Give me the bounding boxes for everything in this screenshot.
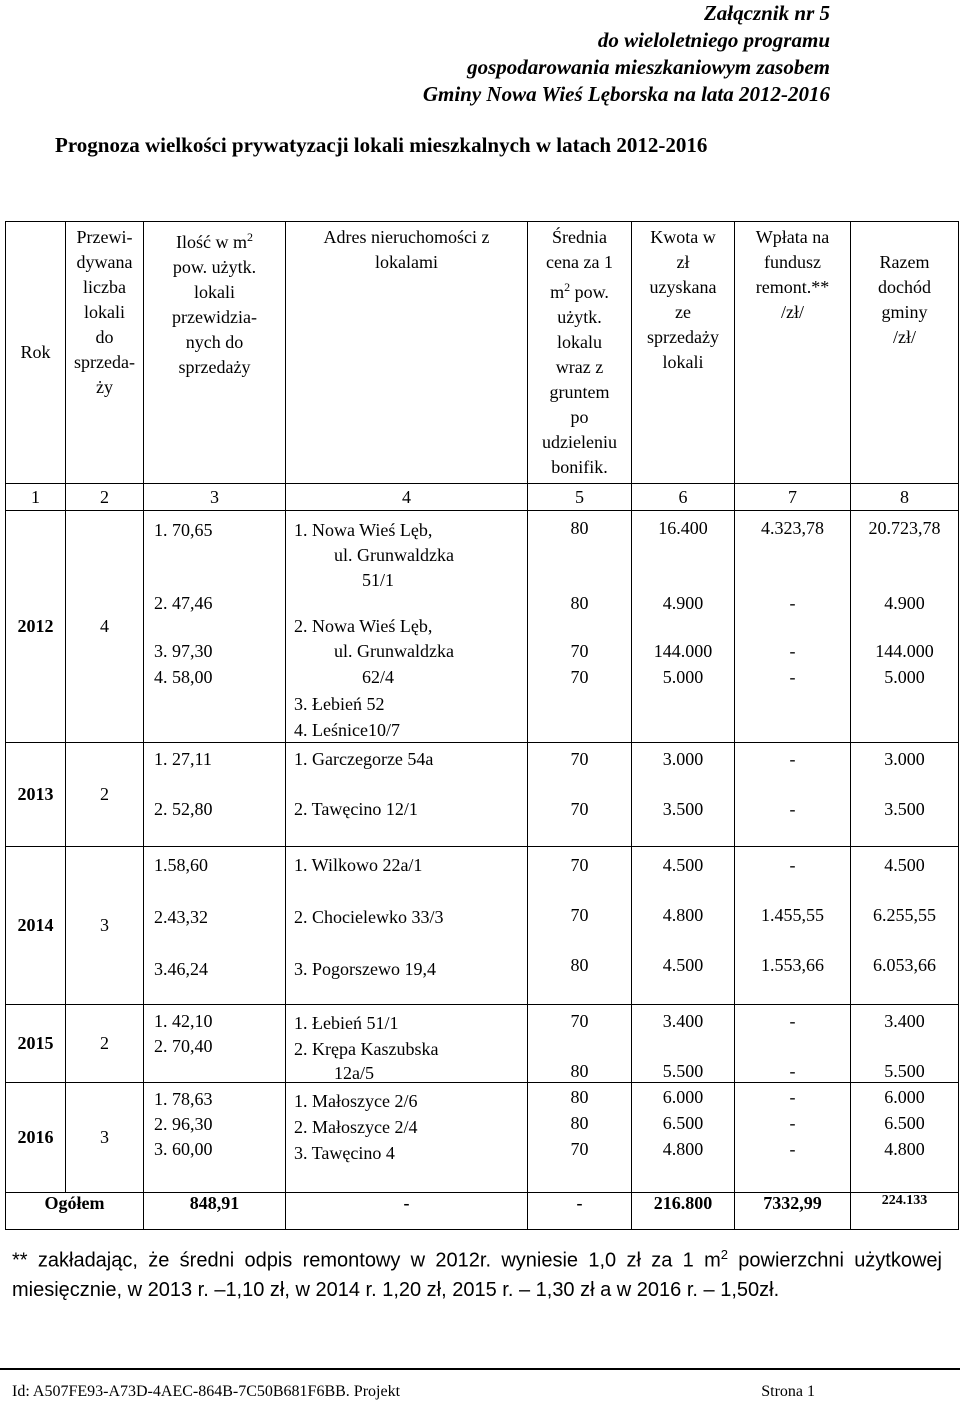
price-cell: 70 70 80 (528, 847, 632, 1005)
col-number: 4 (286, 484, 528, 511)
privatization-table (5, 221, 959, 1230)
fund-cell: - - (735, 1005, 851, 1083)
table-row (6, 743, 959, 847)
document-title: Prognoza wielkości prywatyzacji lokali mieszkalnych w latach 2012-2016 (55, 133, 708, 157)
col-number: 1 (6, 484, 66, 511)
table-row (6, 511, 959, 743)
header-rok: Rok (6, 222, 66, 484)
header-cena: Średnia cena za 1 $m^2$ pow. użytk. lokalu wraz z gruntem po udzieleniu bonifik. (528, 222, 632, 484)
appendix-number: Załącznik nr 5 (703, 1, 830, 25)
total-area: 848,91 (144, 1193, 286, 1230)
amount-cell: 3.400 5.500 (632, 1005, 735, 1083)
fund-cell: 4.323,78 - - - (735, 511, 851, 743)
header-wplata: Wpłata na fundusz remont.** /zł/ (735, 222, 851, 484)
year-cell: 2016 (6, 1083, 66, 1193)
price-cell: 80 80 70 (528, 1083, 632, 1193)
col-number: 2 (66, 484, 144, 511)
header-liczba: Przewi- dywana liczba lokali do sprzeda- ży (66, 222, 144, 484)
total-income-cell: 3.400 5.500 (851, 1005, 959, 1083)
appendix-line-3: gospodarowania mieszkaniowym zasobem (467, 55, 830, 79)
amount-cell: 4.500 4.800 4.500 (632, 847, 735, 1005)
table-row (6, 847, 959, 1005)
address-cell: 1. Garczegorze 54a 2. Tawęcino 12/1 (286, 743, 528, 847)
appendix-line-2: do wieloletniego programu (597, 28, 830, 52)
footnote: ** zakładając, że średni odpis remontowy w 2012r. wyniesie 1,0 zł za 1 $m^2$ powierzchni użytkowej miesięcznie, w 2013 r. –1,10 zł, w 2014 r. 1,20 zł, 2015 r. – 1,30 zł a w 2016 r. – 1,50zł. (12, 1247, 942, 1301)
header-ilosc: Ilość w $m^2$ pow. użytk. lokali przewidzia- nych do sprzedaży (144, 222, 286, 484)
header-kwota: Kwota w zł uzyskana ze sprzedaży lokali (632, 222, 735, 484)
footer-divider (0, 1368, 960, 1370)
header-razem: Razem dochód gminy /zł/ (851, 222, 959, 484)
area-cell: 1. 27,11 2. 52,80 (144, 743, 286, 847)
amount-cell: 3.000 3.500 (632, 743, 735, 847)
document-id: Id: A507FE93-A73D-4AEC-864B-7C50B681F6BB. Projekt (12, 1383, 401, 1400)
total-fund: 7332,99 (735, 1193, 851, 1230)
price-cell: 70 70 (528, 743, 632, 847)
count-cell: 4 (66, 511, 144, 743)
area-cell: 1. 42,10 2. 70,40 (144, 1005, 286, 1083)
page-number: Strona 1 (761, 1383, 815, 1400)
amount-cell: 16.400 4.900 144.000 5.000 (632, 511, 735, 743)
total-income-cell: 4.500 6.255,55 6.053,66 (851, 847, 959, 1005)
total-amount: 216.800 (632, 1193, 735, 1230)
total-income-cell: 6.000 6.500 4.800 (851, 1083, 959, 1193)
col-number: 5 (528, 484, 632, 511)
fund-cell: - - - (735, 1083, 851, 1193)
area-cell: 1. 70,65 2. 47,46 3. 97,30 4. 58,00 (144, 511, 286, 743)
year-cell: 2012 (6, 511, 66, 743)
area-cell: 1.58,60 2.43,32 3.46,24 (144, 847, 286, 1005)
address-cell: 1. Łebień 51/1 2. Krępa Kaszubska 12a/5 (286, 1005, 528, 1083)
col-number: 3 (144, 484, 286, 511)
price-cell: 80 80 70 70 (528, 511, 632, 743)
fund-cell: - 1.455,55 1.553,66 (735, 847, 851, 1005)
count-cell: 2 (66, 743, 144, 847)
count-cell: 2 (66, 1005, 144, 1083)
total-price: - (528, 1193, 632, 1230)
fund-cell: - - (735, 743, 851, 847)
area-cell: 1. 78,63 2. 96,30 3. 60,00 (144, 1083, 286, 1193)
total-address: - (286, 1193, 528, 1230)
total-income: 224.133 (851, 1193, 959, 1230)
total-row (6, 1193, 959, 1230)
amount-cell: 6.000 6.500 4.800 (632, 1083, 735, 1193)
total-label: Ogółem (6, 1193, 144, 1230)
total-income-cell: 20.723,78 4.900 144.000 5.000 (851, 511, 959, 743)
column-numbers-row (6, 484, 959, 511)
col-number: 7 (735, 484, 851, 511)
header-adres: Adres nieruchomości z lokalami (286, 222, 528, 484)
year-cell: 2015 (6, 1005, 66, 1083)
address-cell: 1. Nowa Wieś Lęb, ul. Grunwaldzka 51/1 2. Nowa Wieś Lęb, ul. Grunwaldzka 62/4 3. Łebień 52 4. Leśnice10/7 (286, 511, 528, 743)
address-cell: 1. Wilkowo 22a/1 2. Chocielewko 33/3 3. Pogorszewo 19,4 (286, 847, 528, 1005)
col-number: 8 (851, 484, 959, 511)
appendix-line-4: Gminy Nowa Wieś Lęborska na lata 2012-2016 (422, 82, 830, 106)
table-row (6, 1083, 959, 1193)
count-cell: 3 (66, 1083, 144, 1193)
appendix-header (423, 0, 830, 108)
year-cell: 2013 (6, 743, 66, 847)
col-number: 6 (632, 484, 735, 511)
table-row (6, 1005, 959, 1083)
count-cell: 3 (66, 847, 144, 1005)
address-cell: 1. Małoszyce 2/6 2. Małoszyce 2/4 3. Tawęcino 4 (286, 1083, 528, 1193)
total-income-cell: 3.000 3.500 (851, 743, 959, 847)
price-cell: 70 80 (528, 1005, 632, 1083)
year-cell: 2014 (6, 847, 66, 1005)
header-row (6, 222, 959, 484)
